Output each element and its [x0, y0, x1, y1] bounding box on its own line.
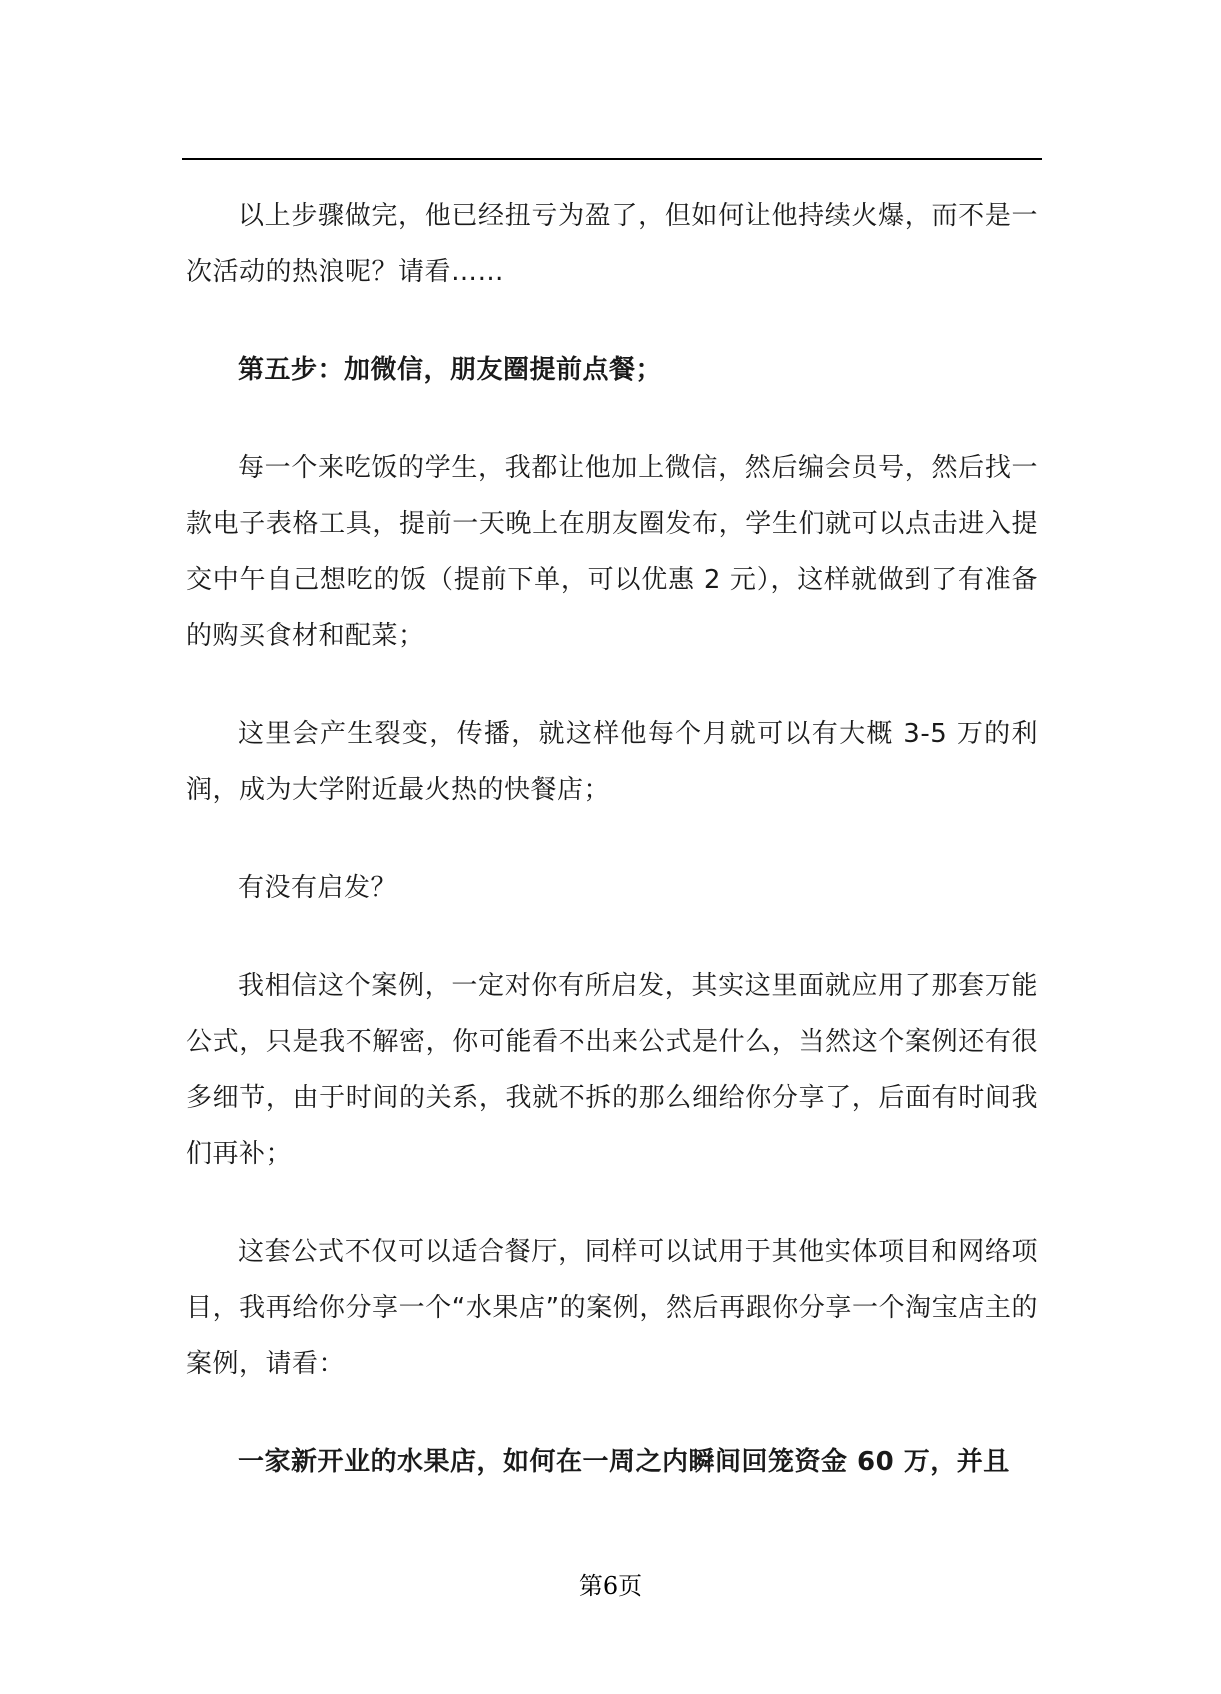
paragraph: 我相信这个案例，一定对你有所启发，其实这里面就应用了那套万能公式，只是我不解密，你可能看不出来公式是什么，当然这个案例还有很多细节，由于时间的关系，我就不拆的那么细给你分享了，后面有时间我们再补；: [186, 971, 1038, 1169]
document-body: [186, 188, 1038, 1490]
paragraph: 有没有启发？: [238, 873, 398, 903]
paragraph: 这里会产生裂变，传播，就这样他每个月就可以有大概 3-5 万的利润，成为大学附近最火热的快餐店；: [186, 719, 1038, 805]
section-heading: 一家新开业的水果店，如何在一周之内瞬间回笼资金 60 万，并且: [238, 1447, 1010, 1477]
paragraph: 以上步骤做完，他已经扭亏为盈了，但如何让他持续火爆，而不是一次活动的热浪呢？请看……: [186, 201, 1038, 287]
page-number: 第6页: [578, 1572, 643, 1600]
header-rule: [182, 158, 1042, 160]
section-heading: 第五步：加微信，朋友圈提前点餐；: [238, 355, 663, 385]
paragraph: 这套公式不仅可以适合餐厅，同样可以试用于其他实体项目和网络项目，我再给你分享一个“水果店”的案例，然后再跟你分享一个淘宝店主的案例，请看：: [186, 1237, 1038, 1379]
paragraph: 每一个来吃饭的学生，我都让他加上微信，然后编会员号，然后找一款电子表格工具，提前一天晚上在朋友圈发布，学生们就可以点击进入提交中午自己想吃的饭（提前下单，可以优惠 2 元），这样就做到了有准备的购买食材和配菜；: [186, 453, 1038, 651]
